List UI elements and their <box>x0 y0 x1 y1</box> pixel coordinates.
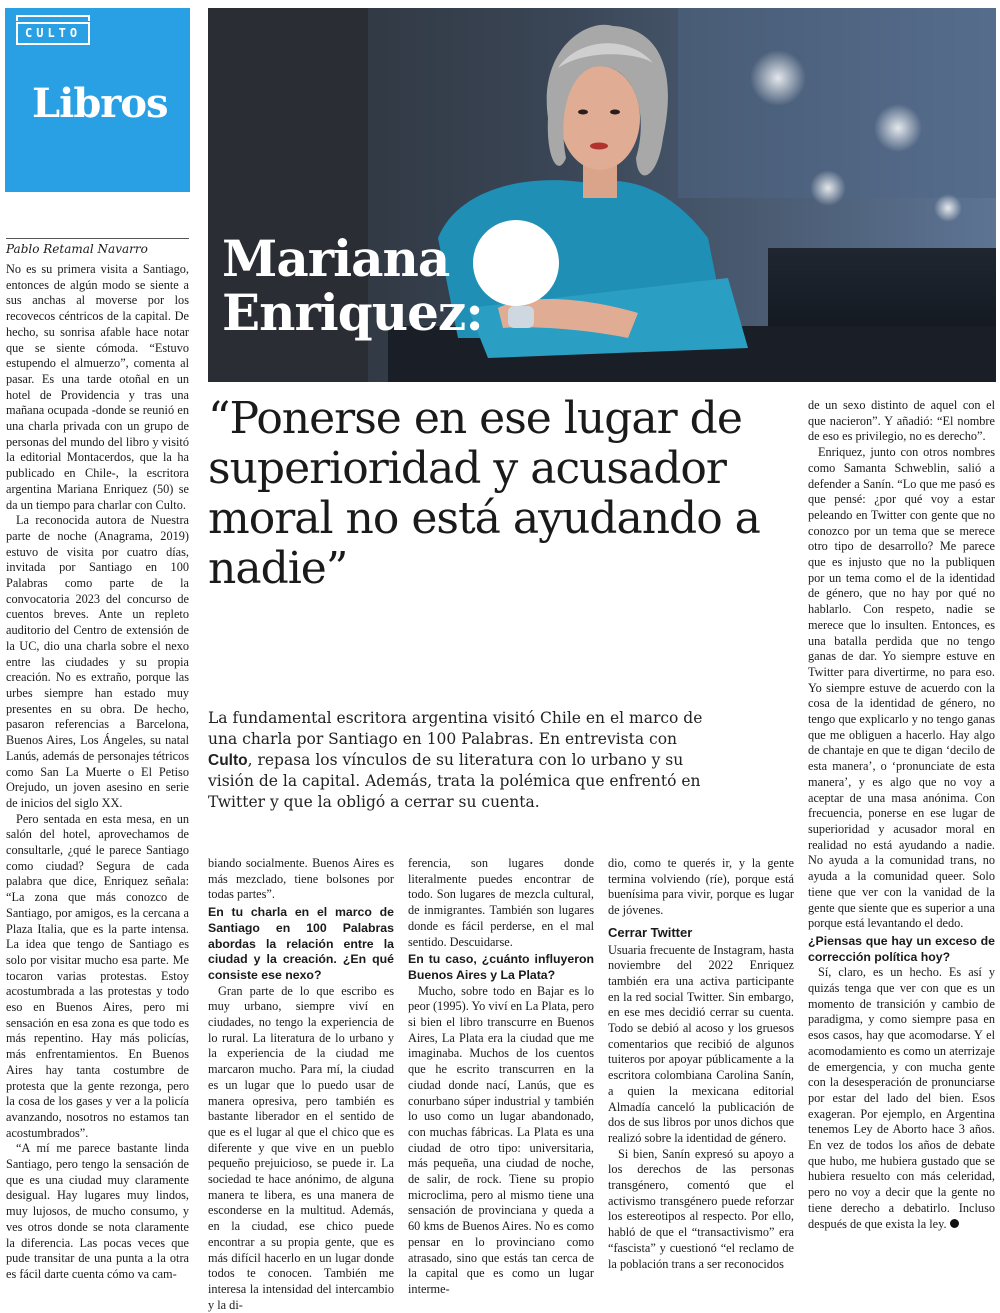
article-column-5 <box>808 398 995 1232</box>
byline: Pablo Retamal Navarro <box>6 238 189 256</box>
deck-part2: , repasa los vínculos de su literatura con lo urbano y su visión de la capital. Además, trata la polémica que enfrentó en Twitter y que la obligó a cerrar su cuenta. <box>208 751 701 811</box>
paragraph: ferencia, son lugares donde literalmente puedes encontrar de todo. Son lugares de mezcla cultural, de inmigrantes. También son lugares donde es fácil perderse, en el mal sentido. Descuidarse. <box>408 856 594 949</box>
paragraph: Pero sentada en esta mesa, en un salón del hotel, aprovechamos de consultarle, ¿qué le parece Santiago como ciudad? Segura de cada palabra que dice, Enriquez señala: “La zona que más conozco de Santiago, por amigos, es la cercana a Plaza Italia, que es la parte intensa. La idea que tengo de Santiago es solo por visitar mucho esa parte. Me tocaron varias protestas. Estoy acostumbrada a las protestas y todo eso en Buenos Aires, pero mi sensación en esa zona es que todo es más repentino. Hay más policías, más enfrentamientos. En Buenos Aires hay tanta costumbre de protesta que la gente rezonga, pero la cosa de los gases y ver a la policía avanzando, nosotros no estamos tan acostumbrados”. <box>6 811 189 1140</box>
paragraph: Si bien, Sanín expresó su apoyo a los derechos de las personas transgénero, comentó que el activismo transgénero puede reforzar los estereotipos al respecto. Por ello, habló de que el “transactivismo” era “fascista” y cuestionó “el reclamo de la población trans a ser reconocidos <box>608 1146 794 1271</box>
paragraph: Usuaria frecuente de Instagram, hasta noviembre del 2022 Enriquez también era una activa participante en la red social Twitter. Sin embargo, en ese mes decidió cerrar su cuenta. Todo se debió al acoso y los gruesos comentarios que recibió de algunos tuiteros por apoyar públicamente a la escritora colombiana Carolina Sanín, a quien la mexicana editorial Almadía canceló la publicación de dos de sus libros por unos dichos que realizó sobre la identidad de género. <box>608 942 794 1145</box>
headline-name-line2: Enriquez: <box>222 283 483 342</box>
interview-question: En tu charla en el marco de Santiago en 100 Palabras abordas la relación entre la ciudad y la creación. ¿En qué consiste ese nexo? <box>208 905 394 982</box>
paragraph: Enriquez, junto con otros nombres como Samanta Schweblin, salió a defender a Sanín. “Lo que me pasó es que pensé: ¿por qué voy a estar peleando en Twitter con gente que no conozco por un tema que se merece otro tipo de desarrollo? Me parece que es injusto que no la publiquen por un tema como el de la identidad de género, que no hay por qué no hablarlo. Con respeto, nadie se merece que lo insulten. Entonces, es una batalla perdida que no tengo ganas de dar. Yo siempre estuve en Twitter para divertirme, no para eso. Yo siempre estuve de acuerdo con la cosa de la identidad de género, no tengo que explicarlo y no tengo ganas que me obliguen a hacerlo. Hay algo de chantaje en que te digan ‘decilo de esta manera’, o ‘pronunciate de esta manera’, y es algo que no voy a aceptar de una masa anónima. Con frecuencia, ponerse en ese lugar de superioridad y acusador moral en realidad no está ayudando a nadie. No ayuda a la comunidad trans, no ayuda a la comunidad queer. Solo tiene que ver con la vanidad de la gente que siente que es superior a una porque está levantando el dedo. <box>808 445 995 931</box>
paragraph: La reconocida autora de Nuestra parte de noche (Anagrama, 2019) estuvo de visita por cuatro días, invitada por Santiago en 100 Palabras como parte de la convocatoria 2023 del concurso de cuentos breves. Ante un repleto auditorio del Centro de extensión de la UC, dio una charla sobre el nexo entre las ciudades y su propia creación. No es extraño, porque las urbes siempre han estado muy presentes en su obra. De hecho, pasaron referencias a Barcelona, Buenos Aires, Los Ángeles, su natal Lanús, además de personajes tétricos como San La Muerte o El Petiso Orejudo, un joven asesino en serie de inicios del siglo XX. <box>6 513 189 810</box>
interview-question: En tu caso, ¿cuánto influyeron Buenos Aires y La Plata? <box>408 952 594 982</box>
paragraph <box>808 965 995 1232</box>
paragraph: Gran parte de lo que escribo es muy urbano, siempre viví en ciudades, no tengo la experiencia de lo rural. La literatura de lo urbano y la experiencia de la ciudad me marcaron mucho. Para mí, la ciudad es un lugar que lo puedo usar de manera opresiva, pero también es bastante liberador en el sentido de que es el lugar al que el chico que es diferente y que vive en un pueblo pequeño prejuicioso, se puede ir. La sociedad te hace anónimo, de alguna manera te libera, es una manera de esconderse en la multitud. Además, en la ciudad, ese chico puede encontrar a su propia gente, que es más difícil hacerlo en un lugar donde todos te conocen. También me interesa la intensidad del intercambio y la di- <box>208 983 394 1312</box>
section-title: Libros <box>32 80 168 127</box>
culto-tag: CULTO <box>16 22 90 45</box>
paragraph: de un sexo distinto de aquel con el que nacieron”. Y añadió: “El nombre de eso es privilegio, no es derecho”. <box>808 398 995 444</box>
article-column-1 <box>6 262 189 1283</box>
article-column-3 <box>408 856 594 1298</box>
paragraph: biando socialmente. Buenos Aires es más mezclado, tiene bolsones por todas partes”. <box>208 856 394 902</box>
paragraph: “A mí me parece bastante linda Santiago, pero tengo la sensación de que es una ciudad muy claramente desigual. Hay lugares muy lindos, muy lujosos, de mucho consumo, y ves otros donde se nota claramente la diferencia. Las pocas veces que pude transitar de una punta a la otra es fácil darte cuenta cómo va cam- <box>6 1141 189 1281</box>
subheading: Cerrar Twitter <box>608 924 693 940</box>
article-column-2 <box>208 856 394 1313</box>
headline-name-line1: Mariana <box>222 229 450 288</box>
paragraph-text: Sí, claro, es un hecho. Es así y quizás tenga que ver con que es un momento de transición y cambio de paradigma, y como siempre pasa en esos casos, hay que acomodarse. Y el acomodamiento es como un aterrizaje de emergencia, y con mucha gente con la desesperación de pronunciarse por estar del lado del bien. Esos exageran. Por ejemplo, en Argentina tenemos Ley de Aborto hace 3 años. En vez de todos los años de debate que hubo, me hubiera gustado que se hubiera resuelto con más celeridad, pero no voy a decir que la gente no tiene derecho a debatirlo. Incluso después de que exista la ley. <box>808 965 995 1231</box>
article-column-4 <box>608 856 794 1272</box>
deck-paragraph <box>208 708 718 813</box>
interview-question: ¿Piensas que hay un exceso de corrección política hoy? <box>808 933 995 964</box>
paragraph: Mucho, sobre todo en Bajar es lo peor (1995). Yo viví en La Plata, pero si bien el libro transcurre en Buenos Aires, La Plata era la ciudad que me imaginaba. Muchos de los cuentos que he escrito transcurren en la ciudad donde nací, Lanús, que es conurbano súper industrial y también lo uso como un lugar abandonado, con muchas fábricas. La Plata es una ciudad de otro tipo: universitaria, más pequeña, una ciudad de noche, de salir, de rock. Tiene su propio microclima, pero al mismo tiene una sensación de provinciana y queda a 60 kms de Buenos Aires. No es como pensar en lo provinciano como atrasado, sino que estás tan cerca de la capital que es como un lugar interme- <box>408 983 594 1296</box>
paragraph: No es su primera visita a Santiago, entonces de algún modo se siente a sus anchas al moverse por los recovecos céntricos de la capital. De hecho, su sonrisa afable hace notar que se siente cómoda. “Estuvo estupendo el almuerzo”, comenta al pasar. Es una tarde otoñal en un hotel de Providencia y tras una mañana ocupada -donde se reunió en una charla privada con un grupo de personas del mundo del libro y visitó la editorial Montacerdos, que la ha publicado en Chile-, la escritora argentina Mariana Enriquez (50) se da un tiempo para charlar con Culto. <box>6 262 189 512</box>
paragraph: dio, como te querés ir, y la gente termina volviendo (ríe), porque está buenísima para vivir, porque es lugar de jóvenes. <box>608 856 794 918</box>
pull-quote: “Ponerse en ese lugar de superioridad y acusador moral no está ayudando a nadie” <box>208 393 760 594</box>
headline-name <box>222 229 483 342</box>
deck-culto: Culto <box>208 752 248 769</box>
end-mark-icon <box>950 1219 959 1228</box>
name-circle-graphic <box>473 220 559 306</box>
deck-part1: La fundamental escritora argentina visitó Chile en el marco de una charla por Santiago en 100 Palabras. En entrevista con <box>208 709 703 748</box>
